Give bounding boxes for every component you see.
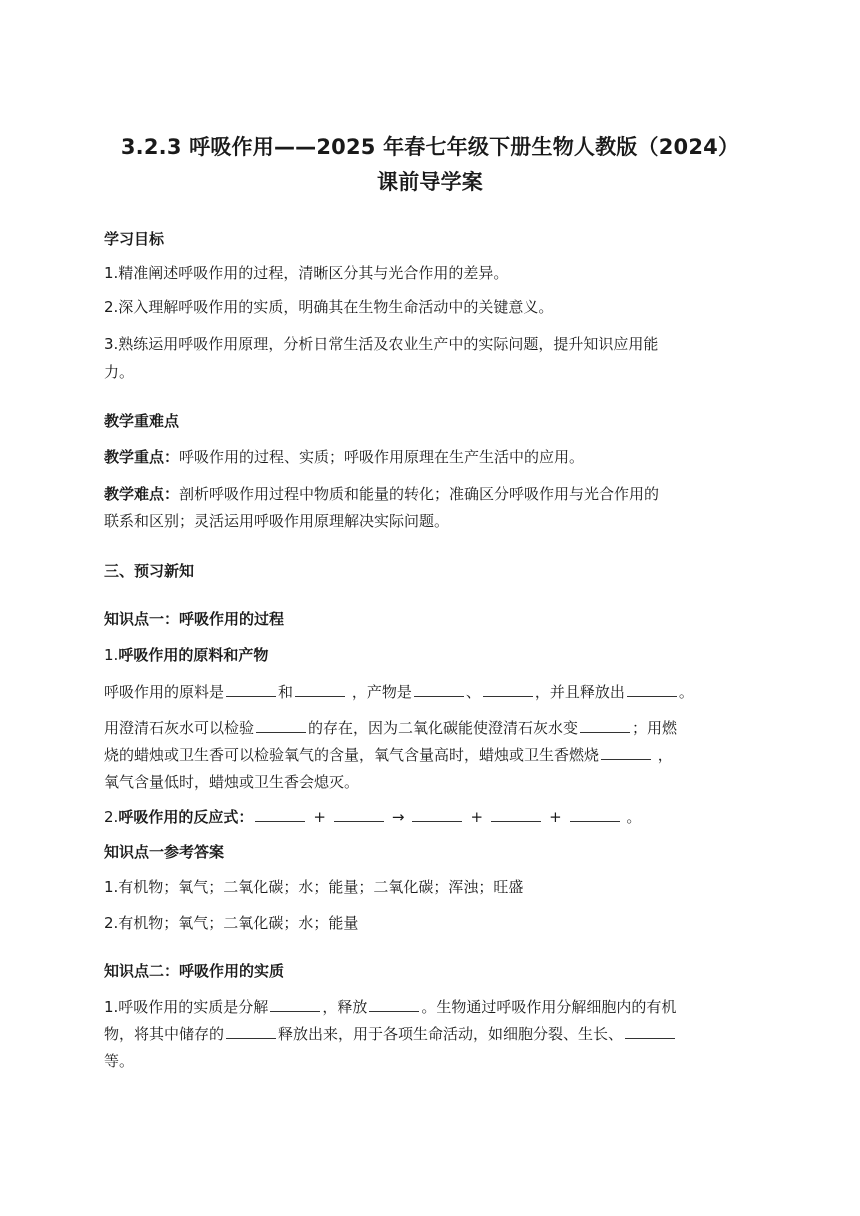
blank-line bbox=[334, 806, 384, 822]
text: 用澄清石灰水可以检验 bbox=[104, 719, 255, 737]
blank-line bbox=[226, 681, 276, 697]
kp1-heading: 知识点一：呼吸作用的过程 bbox=[104, 610, 285, 628]
kp1-sub1 bbox=[104, 644, 754, 666]
answer-line: 2.有机物；氧气；二氧化碳；水；能量 bbox=[104, 914, 359, 932]
focus-label: 教学重点： bbox=[104, 448, 180, 466]
text: ，产物是 bbox=[351, 683, 412, 701]
kp1-sub2-title: 呼吸作用的反应式： bbox=[118, 808, 254, 826]
plus-sign: + bbox=[549, 808, 562, 826]
text: 和 bbox=[278, 683, 294, 701]
blank-line bbox=[255, 806, 305, 822]
text: 。生物通过呼吸作用分解细胞内的有机 bbox=[421, 998, 677, 1016]
kp1-sub1-number: 1. bbox=[104, 646, 119, 664]
difficulty-text: 剖析呼吸作用过程中物质和能量的转化；准确区分呼吸作用与光合作用的 bbox=[179, 485, 660, 503]
blank-line bbox=[625, 1023, 675, 1039]
objectives-heading: 学习目标 bbox=[104, 230, 165, 248]
difficulty-label: 教学难点： bbox=[104, 485, 180, 503]
kp2-line: 等。 bbox=[104, 1052, 135, 1070]
text: ，并且释放出 bbox=[534, 683, 625, 701]
kp2-line bbox=[104, 1023, 754, 1045]
kp1-answers-heading: 知识点一参考答案 bbox=[104, 843, 225, 861]
blank-line bbox=[412, 806, 462, 822]
key-points-heading: 教学重难点 bbox=[104, 412, 180, 430]
kp1-sub1-title: 呼吸作用的原料和产物 bbox=[118, 646, 269, 664]
plus-sign: + bbox=[313, 808, 326, 826]
arrow-icon: → bbox=[391, 808, 405, 826]
blank-line bbox=[295, 681, 345, 697]
text: 。 bbox=[626, 808, 642, 826]
blank-line bbox=[226, 1023, 276, 1039]
kp1-sub2 bbox=[104, 806, 754, 828]
blank-line bbox=[369, 996, 419, 1012]
plus-sign: + bbox=[470, 808, 484, 826]
text: 呼吸作用的原料是 bbox=[104, 683, 225, 701]
blank-line bbox=[491, 806, 541, 822]
blank-line bbox=[270, 996, 320, 1012]
blank-line bbox=[627, 681, 677, 697]
blank-line bbox=[483, 681, 533, 697]
teaching-focus bbox=[104, 446, 754, 468]
teaching-difficulty bbox=[104, 483, 754, 505]
text: 。 bbox=[678, 683, 694, 701]
text: ；用燃 bbox=[632, 719, 678, 737]
page-title: 3.2.3 呼吸作用——2025 年春七年级下册生物人教版（2024） bbox=[120, 135, 740, 159]
text: ，释放 bbox=[322, 998, 368, 1016]
kp2-line bbox=[104, 996, 754, 1018]
text: 的存在，因为二氧化碳能使澄清石灰水变 bbox=[308, 719, 579, 737]
blank-line bbox=[570, 806, 620, 822]
objective-item: 力。 bbox=[104, 363, 135, 381]
page-subtitle: 课前导学案 bbox=[377, 170, 483, 194]
text: 释放出来，用于各项生命活动，如细胞分裂、生长、 bbox=[278, 1025, 624, 1043]
kp1-line bbox=[104, 717, 754, 739]
kp1-line bbox=[104, 744, 754, 766]
blank-line bbox=[601, 744, 651, 760]
objective-item: 3.熟练运用呼吸作用原理，分析日常生活及农业生产中的实际问题，提升知识应用能 bbox=[104, 335, 659, 353]
kp1-line bbox=[104, 681, 754, 703]
blank-line bbox=[414, 681, 464, 697]
blank-line bbox=[256, 717, 306, 733]
text: 、 bbox=[465, 683, 481, 701]
text: 1.呼吸作用的实质是分解 bbox=[104, 998, 269, 1016]
kp2-heading: 知识点二：呼吸作用的实质 bbox=[104, 962, 285, 980]
text: 烧的蜡烛或卫生香可以检验氧气的含量，氧气含量高时，蜡烛或卫生香燃烧 bbox=[104, 746, 600, 764]
focus-text: 呼吸作用的过程、实质；呼吸作用原理在生产生活中的应用。 bbox=[179, 448, 585, 466]
objective-item: 1.精准阐述呼吸作用的过程，清晰区分其与光合作用的差异。 bbox=[104, 264, 509, 282]
preview-heading: 三、预习新知 bbox=[104, 562, 195, 580]
kp1-sub2-number: 2. bbox=[104, 808, 119, 826]
blank-line bbox=[580, 717, 630, 733]
answer-line: 1.有机物；氧气；二氧化碳；水；能量；二氧化碳；浑浊；旺盛 bbox=[104, 878, 524, 896]
text: 物，将其中储存的 bbox=[104, 1025, 225, 1043]
difficulty-text-cont: 联系和区别；灵活运用呼吸作用原理解决实际问题。 bbox=[104, 512, 450, 530]
text: ， bbox=[657, 746, 673, 764]
objective-item: 2.深入理解呼吸作用的实质，明确其在生物生命活动中的关键意义。 bbox=[104, 298, 554, 316]
kp1-line: 氧气含量低时，蜡烛或卫生香会熄灭。 bbox=[104, 773, 360, 791]
